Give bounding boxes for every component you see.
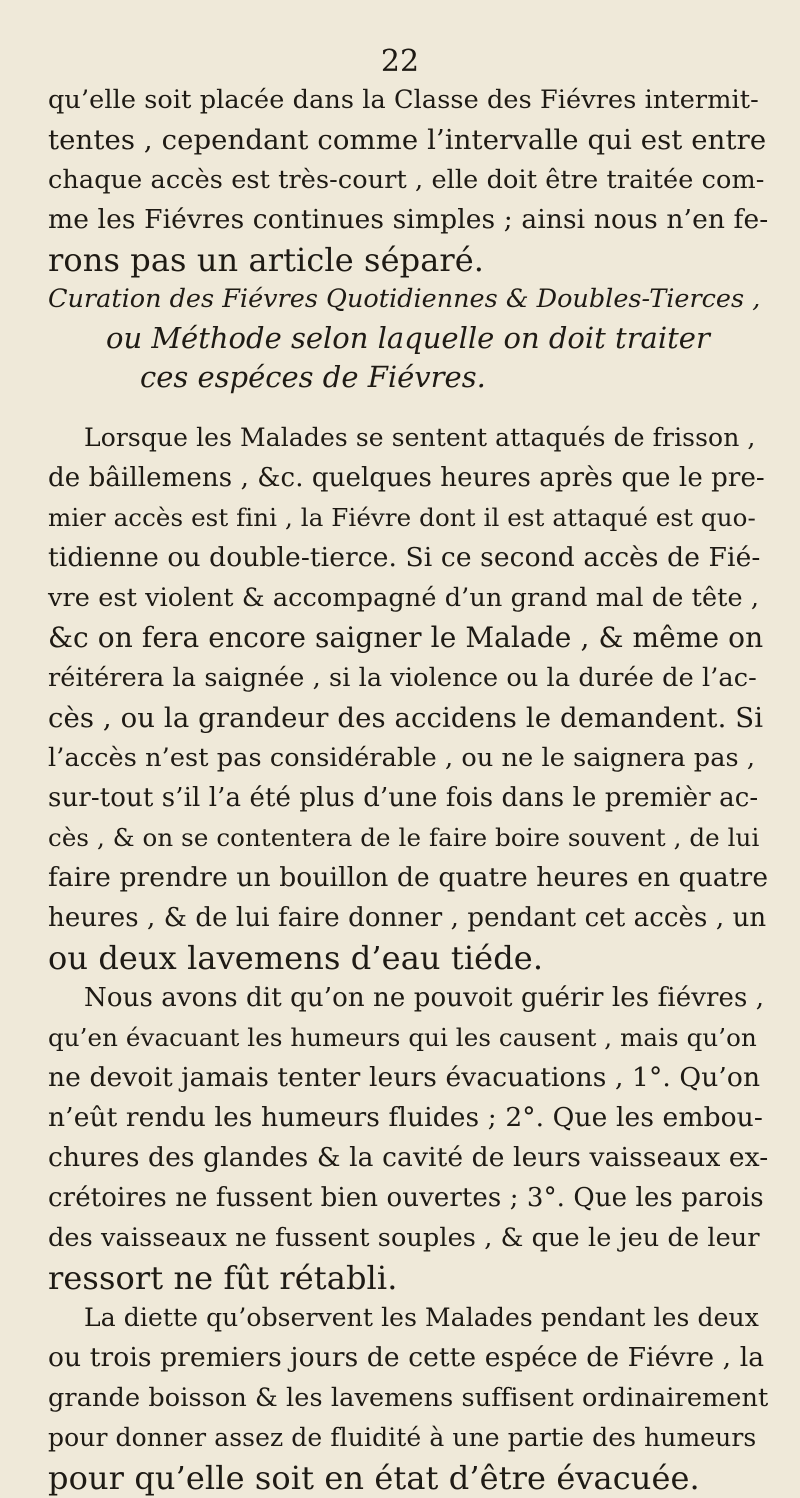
text-line: de bâillemens , &c. quelques heures après que le pre-	[48, 463, 765, 493]
section-heading	[48, 280, 768, 397]
text-line: tentes , cependant comme l’intervalle qui est entre	[48, 124, 767, 156]
text-line: Nous avons dit qu’on ne pouvoit guérir les fiévres ,	[84, 983, 765, 1013]
text-line: ne devoit jamais tenter leurs évacuations , 1°. Qu’on	[48, 1062, 761, 1093]
text-line: ou deux lavemens d’eau tiéde.	[48, 939, 544, 977]
text-line: La diette qu’observent les Malades pendant les deux	[84, 1303, 759, 1332]
text-line: crétoires ne fussent bien ouvertes ; 3°. Que les parois	[48, 1183, 764, 1213]
text-line: chaque accès est très-court , elle doit être traitée com-	[48, 165, 765, 195]
text-line: pour qu’elle soit en état d’être évacuée.	[48, 1459, 700, 1497]
heading-line: ou Méthode selon laquelle on doit traiter	[106, 321, 710, 355]
text-line: des vaisseaux ne fussent souples , & que le jeu de leur	[48, 1223, 760, 1253]
text-line: tidienne ou double-tierce. Si ce second accès de Fié-	[48, 542, 761, 573]
text-line: qu’elle soit placée dans la Classe des Fiévres intermit-	[48, 85, 759, 115]
text-line: faire prendre un bouillon de quatre heures en quatre	[48, 862, 769, 893]
text-line: réitérera la saignée , si la violence ou la durée de l’ac-	[48, 663, 757, 693]
text-line: ressort ne fût rétabli.	[48, 1259, 398, 1297]
text-line: cès , ou la grandeur des accidens le demandent. Si	[48, 702, 764, 734]
paragraph-1	[48, 80, 768, 280]
text-line: pour donner assez de fluidité à une partie des humeurs	[48, 1423, 757, 1452]
text-line: me les Fiévres continues simples ; ainsi nous n’en fe-	[48, 204, 769, 235]
heading-line: Curation des Fiévres Quotidiennes & Doubles-Tierces ,	[48, 284, 761, 314]
text-line: &c on fera encore saigner le Malade , & même on	[48, 621, 764, 654]
text-line: mier accès est fini , la Fiévre dont il est attaqué est quo-	[48, 503, 756, 532]
heading-line: ces espéces de Fiévres.	[140, 360, 486, 394]
text-line: ou trois premiers jours de cette espéce de Fiévre , la	[48, 1342, 765, 1373]
text-line: qu’en évacuant les humeurs qui les causent , mais qu’on	[48, 1023, 757, 1052]
text-line: l’accès n’est pas considérable , ou ne le saignera pas ,	[48, 743, 756, 773]
text-line: chures des glandes & la cavité de leurs vaisseaux ex-	[48, 1142, 769, 1173]
text-line: sur-tout s’il l’a été plus d’une fois dans le premièr ac-	[48, 783, 759, 813]
text-line: Lorsque les Malades se sentent attaqués de frisson ,	[84, 423, 756, 452]
text-line: cès , & on se contentera de le faire boire souvent , de lui	[48, 823, 760, 852]
text-line: heures , & de lui faire donner , pendant cet accès , un	[48, 903, 767, 933]
text-line: grande boisson & les lavemens suffisent ordinairement	[48, 1383, 769, 1413]
text-line: n’eût rendu les humeurs fluides ; 2°. Que les embou-	[48, 1102, 763, 1133]
text-line: vre est violent & accompagné d’un grand mal de tête ,	[48, 583, 760, 613]
paragraph-2	[48, 418, 768, 1498]
text-line: rons pas un article séparé.	[48, 241, 485, 279]
page-number: 22	[380, 44, 420, 79]
